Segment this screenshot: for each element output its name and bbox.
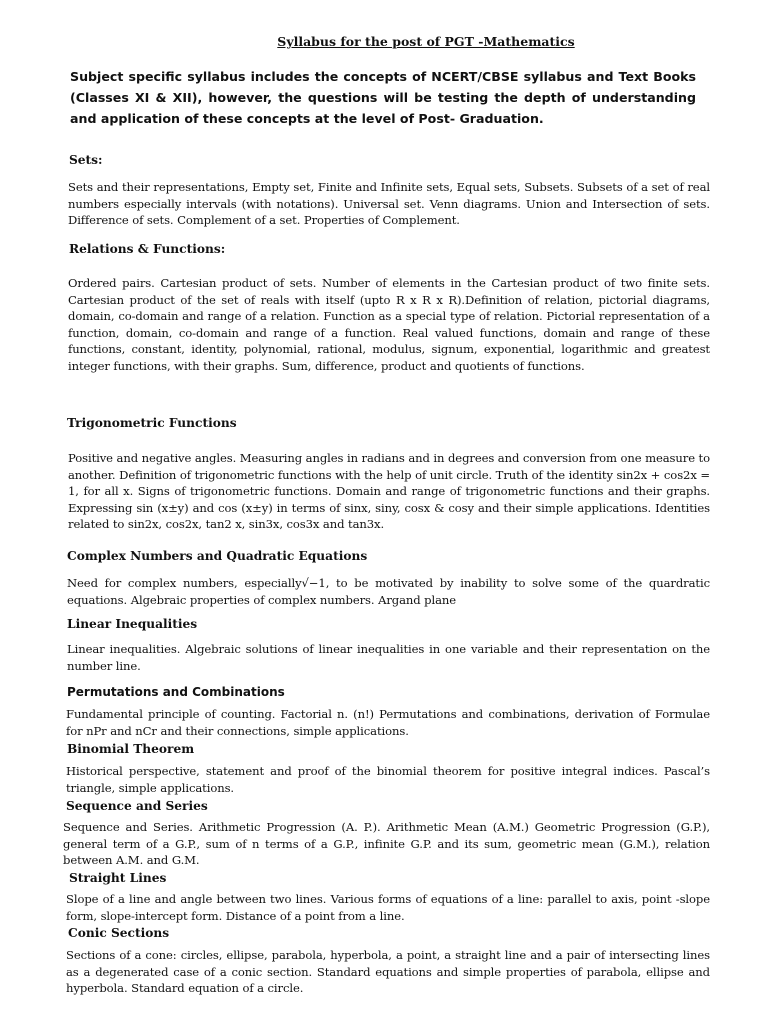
section-body-sequence-series: Sequence and Series. Arithmetic Progression (A. P.). Arithmetic Mean (A.M.) Geometric Progression (G.P.), general term of a G.P., sum of n terms of a G.P., infinite G.P. and its sum, geometric mean (G.M.), relation between A.M. and G.M. xyxy=(63,820,710,868)
section-heading-complex-numbers: Complex Numbers and Quadratic Equations xyxy=(67,549,368,563)
section-body-trigonometric-functions: Positive and negative angles. Measuring angles in radians and in degrees and conversion from one measure to another. Definition of trigonometric functions with the help of unit circle. Truth of the identity sin2x + cos2x = 1, for all x. Signs of trigonometric functions. Domain and range of trigonometric functions and their graphs. Expressing sin (x±y) and cos (x±y) in terms of sinx, siny, cosx & cosy and their simple applications. Identities related to sin2x, cos2x, tan2 x, sin3x, cos3x and tan3x. xyxy=(68,451,710,532)
section-body-linear-inequalities: Linear inequalities. Algebraic solutions of linear inequalities in one variable and their representation on the number line. xyxy=(67,642,710,673)
section-body-binomial-theorem: Historical perspective, statement and proof of the binomial theorem for positive integral indices. Pascal’s triangle, simple applications. xyxy=(66,764,710,795)
section-heading-conic-sections: Conic Sections xyxy=(68,926,170,940)
page-title: Syllabus for the post of PGT -Mathematics xyxy=(277,34,575,49)
section-heading-trigonometric-functions: Trigonometric Functions xyxy=(67,416,237,430)
section-heading-binomial-theorem: Binomial Theorem xyxy=(67,742,195,756)
section-heading-sequence-series: Sequence and Series xyxy=(66,799,208,813)
section-heading-linear-inequalities: Linear Inequalities xyxy=(67,617,198,631)
section-body-conic-sections: Sections of a cone: circles, ellipse, parabola, hyperbola, a point, a straight line and a pair of intersecting lines as a degenerated case of a conic section. Standard equations and simple properties of parabola, ellipse and hyperbola. Standard equation of a circle. xyxy=(66,948,710,996)
intro-paragraph: Subject specific syllabus includes the concepts of NCERT/CBSE syllabus and Text Books (Classes XI & XII), however, the questions will be testing the depth of understanding and application of these concepts at the level of Post- Graduation. xyxy=(70,69,696,126)
section-body-straight-lines: Slope of a line and angle between two lines. Various forms of equations of a line: parallel to axis, point -slope form, slope-intercept form. Distance of a point from a line. xyxy=(66,892,710,923)
section-body-relations-functions: Ordered pairs. Cartesian product of sets. Number of elements in the Cartesian product of two finite sets. Cartesian product of the set of reals with itself (upto R x R x R).Definition of relation, pictorial diagrams, domain, co-domain and range of a relation. Function as a special type of relation. Pictorial representation of a function, domain, co-domain and range of a function. Real valued functions, domain and range of these functions, constant, identity, polynomial, rational, modulus, signum, exponential, logarithmic and greatest integer functions, with their graphs. Sum, difference, product and quotients of functions. xyxy=(68,276,710,373)
section-body-complex-numbers: Need for complex numbers, especially√−1, to be motivated by inability to solve some of the quardratic equations. Algebraic properties of complex numbers. Argand plane xyxy=(67,576,710,607)
section-body-permutations-combinations: Fundamental principle of counting. Factorial n. (n!) Permutations and combinations, derivation of Formulae for nPr and nCr and their connections, simple applications. xyxy=(66,707,710,738)
section-heading-straight-lines: Straight Lines xyxy=(69,871,167,885)
section-body-sets: Sets and their representations, Empty set, Finite and Infinite sets, Equal sets, Subsets. Subsets of a set of real numbers especially intervals (with notations). Universal set. Venn diagrams. Union and Intersection of sets. Difference of sets. Complement of a set. Properties of Complement. xyxy=(68,180,710,228)
section-heading-sets: Sets: xyxy=(69,153,103,167)
section-heading-permutations-combinations: Permutations and Combinations xyxy=(67,685,285,699)
section-heading-relations-functions: Relations & Functions: xyxy=(69,242,226,256)
